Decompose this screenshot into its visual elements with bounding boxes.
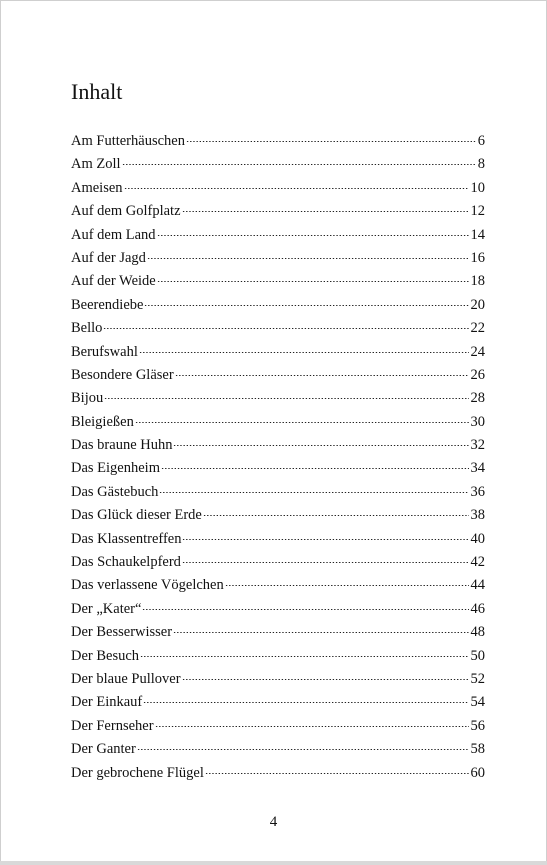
toc-entry [71, 224, 485, 247]
toc-entry [71, 247, 485, 270]
toc-entry-page: 12 [470, 203, 485, 220]
toc-entry-title: Bleigießen [71, 413, 134, 430]
dot-leader [182, 539, 468, 540]
toc-entry [71, 341, 485, 364]
toc-entry-title: Auf dem Golfplatz [71, 203, 181, 220]
toc-entry [71, 153, 485, 176]
toc-entry-title: Der Besserwisser [71, 624, 173, 641]
dot-leader [104, 398, 468, 399]
toc-entry-title: Besondere Gläser [71, 366, 174, 383]
toc-entry-page: 38 [470, 507, 485, 524]
toc-entry-title: Das Schaukelpferd [71, 554, 181, 571]
toc-entry-page: 48 [470, 624, 485, 641]
toc-entry [71, 294, 485, 317]
toc-entry-title: Auf der Weide [71, 273, 156, 290]
dot-leader [147, 258, 469, 259]
toc-entry-page: 22 [470, 320, 485, 337]
toc-entry [71, 528, 485, 551]
toc-entry-page: 56 [470, 717, 485, 734]
toc-entry-title: Der Fernseher [71, 717, 154, 734]
dot-leader [182, 679, 469, 680]
dot-leader [161, 468, 469, 469]
toc-entry-title: Der Einkauf [71, 694, 143, 711]
page-title: Inhalt [71, 79, 123, 104]
toc-entry-title: Am Zoll [71, 156, 121, 173]
toc-entry-title: Bijou [71, 390, 104, 407]
toc-entry [71, 364, 485, 387]
toc-entry-title: Der Ganter [71, 741, 136, 758]
toc-entry-page: 46 [470, 600, 485, 617]
dot-leader [140, 656, 468, 657]
toc-entry [71, 762, 485, 785]
toc-entry [71, 481, 485, 504]
toc-entry-page: 10 [470, 179, 485, 196]
toc-entry-page: 14 [470, 226, 485, 243]
toc-entry [71, 130, 485, 153]
toc-entry-title: Das verlassene Vögelchen [71, 577, 224, 594]
toc-entry-page: 44 [470, 577, 485, 594]
toc-entry-title: Der „Kater“ [71, 600, 142, 617]
toc-entry-page: 20 [470, 296, 485, 313]
dot-leader [225, 585, 469, 586]
toc-entry-page: 54 [470, 694, 485, 711]
dot-leader [157, 281, 469, 282]
toc-entry-page: 40 [470, 530, 485, 547]
toc-entry-page: 8 [477, 156, 485, 173]
toc-entry-page: 34 [470, 460, 485, 477]
toc-entry-title: Berufswahl [71, 343, 138, 360]
toc-entry-page: 30 [470, 413, 485, 430]
toc-entry [71, 621, 485, 644]
dot-leader [143, 702, 468, 703]
toc-entry [71, 598, 485, 621]
page-bottom-edge [0, 861, 547, 865]
dot-leader [203, 515, 469, 516]
toc-entry [71, 387, 485, 410]
toc-entry-title: Der blaue Pullover [71, 670, 181, 687]
dot-leader [175, 375, 469, 376]
toc-entry-title: Das Eigenheim [71, 460, 160, 477]
toc-entry-page: 50 [470, 647, 485, 664]
toc-entry-title: Das braune Huhn [71, 437, 173, 454]
dot-leader [155, 726, 469, 727]
table-of-contents [71, 130, 485, 785]
dot-leader [144, 305, 468, 306]
dot-leader [173, 632, 468, 633]
toc-entry [71, 177, 485, 200]
dot-leader [122, 164, 476, 165]
toc-entry [71, 457, 485, 480]
toc-entry-title: Der gebrochene Flügel [71, 764, 204, 781]
dot-leader [159, 492, 468, 493]
toc-entry [71, 200, 485, 223]
dot-leader [157, 235, 469, 236]
toc-entry-page: 60 [470, 764, 485, 781]
dot-leader [139, 352, 469, 353]
toc-entry-page: 6 [477, 133, 485, 149]
toc-entry [71, 668, 485, 691]
toc-entry [71, 574, 485, 597]
dot-leader [182, 562, 469, 563]
dot-leader [205, 773, 469, 774]
toc-entry-title: Ameisen [71, 179, 123, 196]
toc-entry-page: 28 [470, 390, 485, 407]
toc-entry [71, 317, 485, 340]
dot-leader [142, 609, 468, 610]
toc-entry [71, 411, 485, 434]
toc-entry-title: Beerendiebe [71, 296, 144, 313]
toc-entry-page: 16 [470, 249, 485, 266]
dot-leader [135, 422, 469, 423]
toc-entry-page: 26 [470, 366, 485, 383]
toc-entry-page: 24 [470, 343, 485, 360]
toc-entry-title: Das Gästebuch [71, 483, 159, 500]
toc-entry [71, 434, 485, 457]
toc-entry [71, 715, 485, 738]
toc-entry-page: 58 [470, 741, 485, 758]
dot-leader [186, 141, 476, 142]
toc-entry-title: Das Klassentreffen [71, 530, 182, 547]
dot-leader [137, 749, 469, 750]
toc-entry [71, 645, 485, 668]
toc-entry-page: 36 [470, 483, 485, 500]
toc-entry-title: Am Futterhäuschen [71, 133, 185, 149]
toc-entry-title: Das Glück dieser Erde [71, 507, 202, 524]
toc-entry [71, 270, 485, 293]
toc-entry-title: Auf dem Land [71, 226, 156, 243]
toc-entry-page: 52 [470, 670, 485, 687]
toc-entry-page: 32 [470, 437, 485, 454]
page-number: 4 [269, 814, 278, 830]
toc-entry [71, 738, 485, 761]
dot-leader [182, 211, 469, 212]
toc-entry [71, 691, 485, 714]
dot-leader [103, 328, 468, 329]
dot-leader [173, 445, 468, 446]
toc-entry [71, 504, 485, 527]
toc-entry-title: Auf der Jagd [71, 249, 146, 266]
toc-entry-page: 18 [470, 273, 485, 290]
toc-entry-page: 42 [470, 554, 485, 571]
toc-entry-title: Der Besuch [71, 647, 140, 664]
toc-entry [71, 551, 485, 574]
toc-entry-title: Bello [71, 320, 103, 337]
dot-leader [124, 188, 469, 189]
